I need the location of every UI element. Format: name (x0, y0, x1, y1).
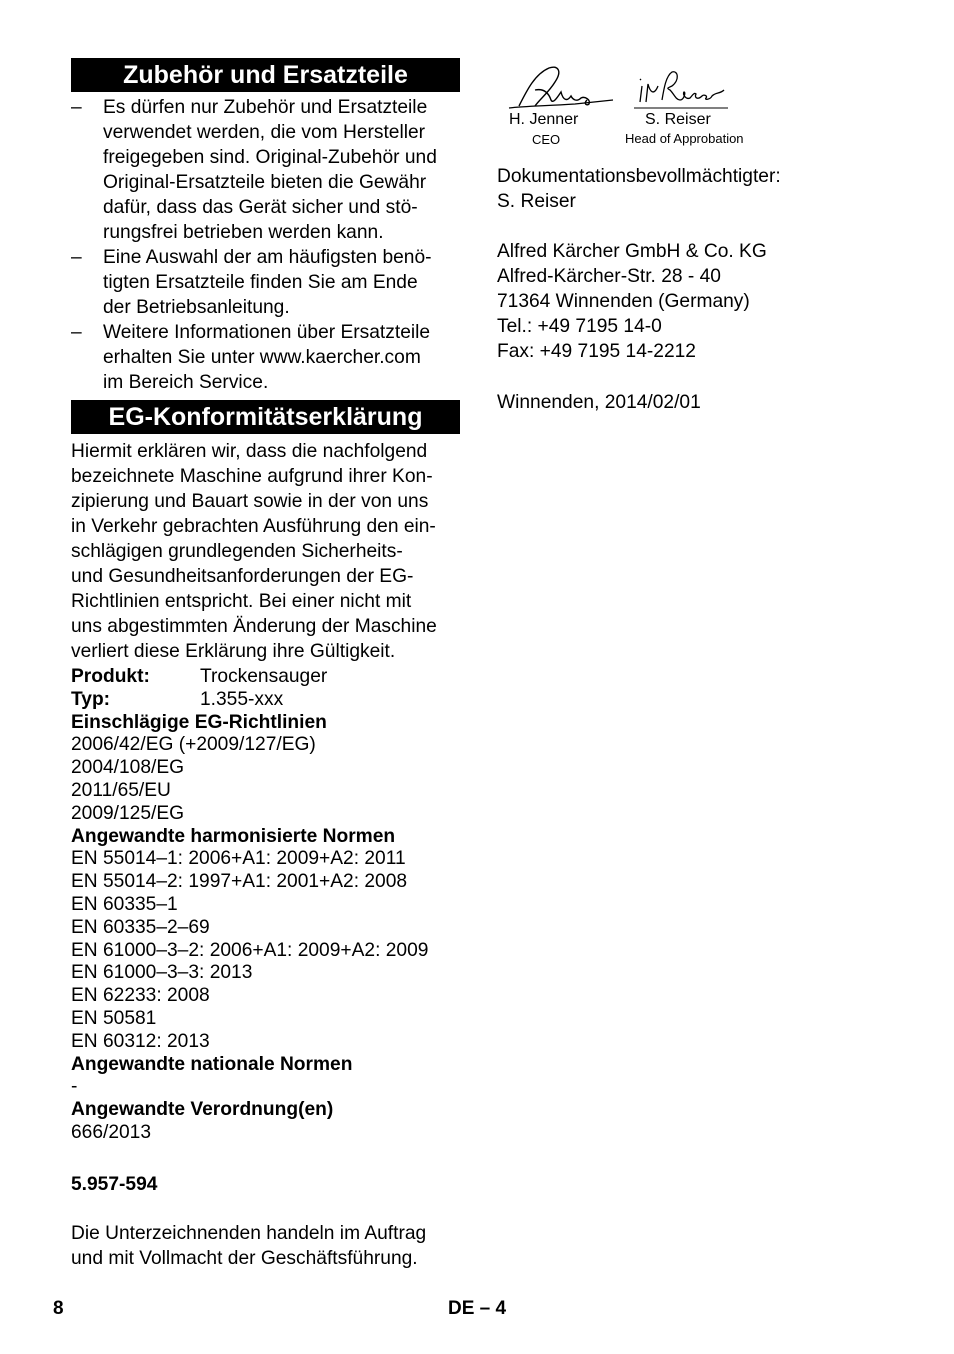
closing-statement: Die Unterzeichnenden handeln im Auftrag und mit Vollmacht der Geschäftsführung. (71, 1223, 427, 1269)
signature-reiser (632, 66, 732, 112)
standard-item: EN 60335–1 (71, 893, 178, 915)
regulation-value: 666/2013 (71, 1121, 152, 1143)
list-item: – Es dürfen nur Zubehör und Ersatzteile verwendet werden, die vom Hersteller freigegeben sind. Original-Zubehör und Original-Ersatzteile bieten die Gewähr dafür, dass das Gerät sicher und stö- rungsfrei betrieben werden kann. (71, 97, 437, 243)
document-number: 5.957-594 (71, 1174, 158, 1195)
signature-jenner (505, 60, 625, 116)
standard-item: EN 62233: 2008 (71, 985, 210, 1007)
standard-item: EN 55014–2: 1997+A1: 2001+A2: 2008 (71, 871, 408, 893)
standard-item: EN 60335–2–69 (71, 916, 210, 938)
accessories-list (71, 95, 463, 395)
place-date: Winnenden, 2014/02/01 (497, 392, 701, 413)
standard-item: EN 61000–3–2: 2006+A1: 2009+A2: 2009 (71, 939, 429, 961)
signer1-role: CEO (532, 132, 561, 147)
regulation-label: Angewandte Verordnung(en) (71, 1099, 334, 1121)
section-heading-conformity: EG-Konformitätserklärung (71, 400, 460, 434)
directive-item: 2009/125/EG (71, 802, 185, 824)
signer2-role: Head of Approbation (625, 131, 744, 146)
company-address: Alfred Kärcher GmbH & Co. KG Alfred-Kärcher-Str. 28 - 40 71364 Winnenden (Germany) Tel.: +49 7195 14-0 Fax: +49 7195 14-2212 (497, 241, 767, 362)
section-heading-accessories: Zubehör und Ersatzteile (71, 58, 460, 92)
page-number: 8 (53, 1298, 64, 1319)
standard-item: EN 55014–1: 2006+A1: 2009+A2: 2011 (71, 848, 406, 870)
standard-item: EN 60312: 2013 (71, 1030, 210, 1052)
conformity-specs (71, 666, 463, 1145)
list-item: – Eine Auswahl der am häufigsten benö- tigten Ersatzteile finden Sie am Ende der Betriebsanleitung. (71, 247, 432, 318)
directive-item: 2006/42/EG (+2009/127/EG) (71, 734, 316, 756)
directives-label: Einschlägige EG-Richtlinien (71, 711, 327, 733)
list-item: – Weitere Informationen über Ersatzteile erhalten Sie unter www.kaercher.com im Bereich Service. (71, 322, 431, 393)
directive-item: 2011/65/EU (71, 779, 171, 801)
section-reference: DE – 4 (448, 1298, 507, 1319)
signer1-name: H. Jenner (509, 111, 579, 128)
conformity-intro: Hiermit erklären wir, dass die nachfolgend bezeichnete Maschine aufgrund ihrer Kon- zipierung und Bauart sowie in der von uns in Verkehr gebrachten Ausführung den ein- schlägigen grundlegenden Sicherheits- und Gesundheitsanforderungen der EG- Richtlinien entspricht. Bei einer nicht mit uns abgestimmten Änderung der Maschine verliert diese Erklärung ihre Gültigkeit. (71, 441, 437, 662)
harmonised-label: Angewandte harmonisierte Normen (71, 825, 396, 847)
national-value: - (71, 1076, 78, 1098)
doc-representative: Dokumentationsbevollmächtigter: S. Reiser (497, 166, 781, 212)
national-label: Angewandte nationale Normen (71, 1053, 353, 1075)
product-row: Produkt: Trockensauger (71, 666, 328, 687)
standard-item: EN 61000–3–3: 2013 (71, 962, 253, 984)
type-row: Typ: 1.355-xxx (71, 688, 284, 710)
standard-item: EN 50581 (71, 1007, 157, 1029)
directive-item: 2004/108/EG (71, 757, 185, 779)
signer2-name: S. Reiser (645, 111, 711, 128)
